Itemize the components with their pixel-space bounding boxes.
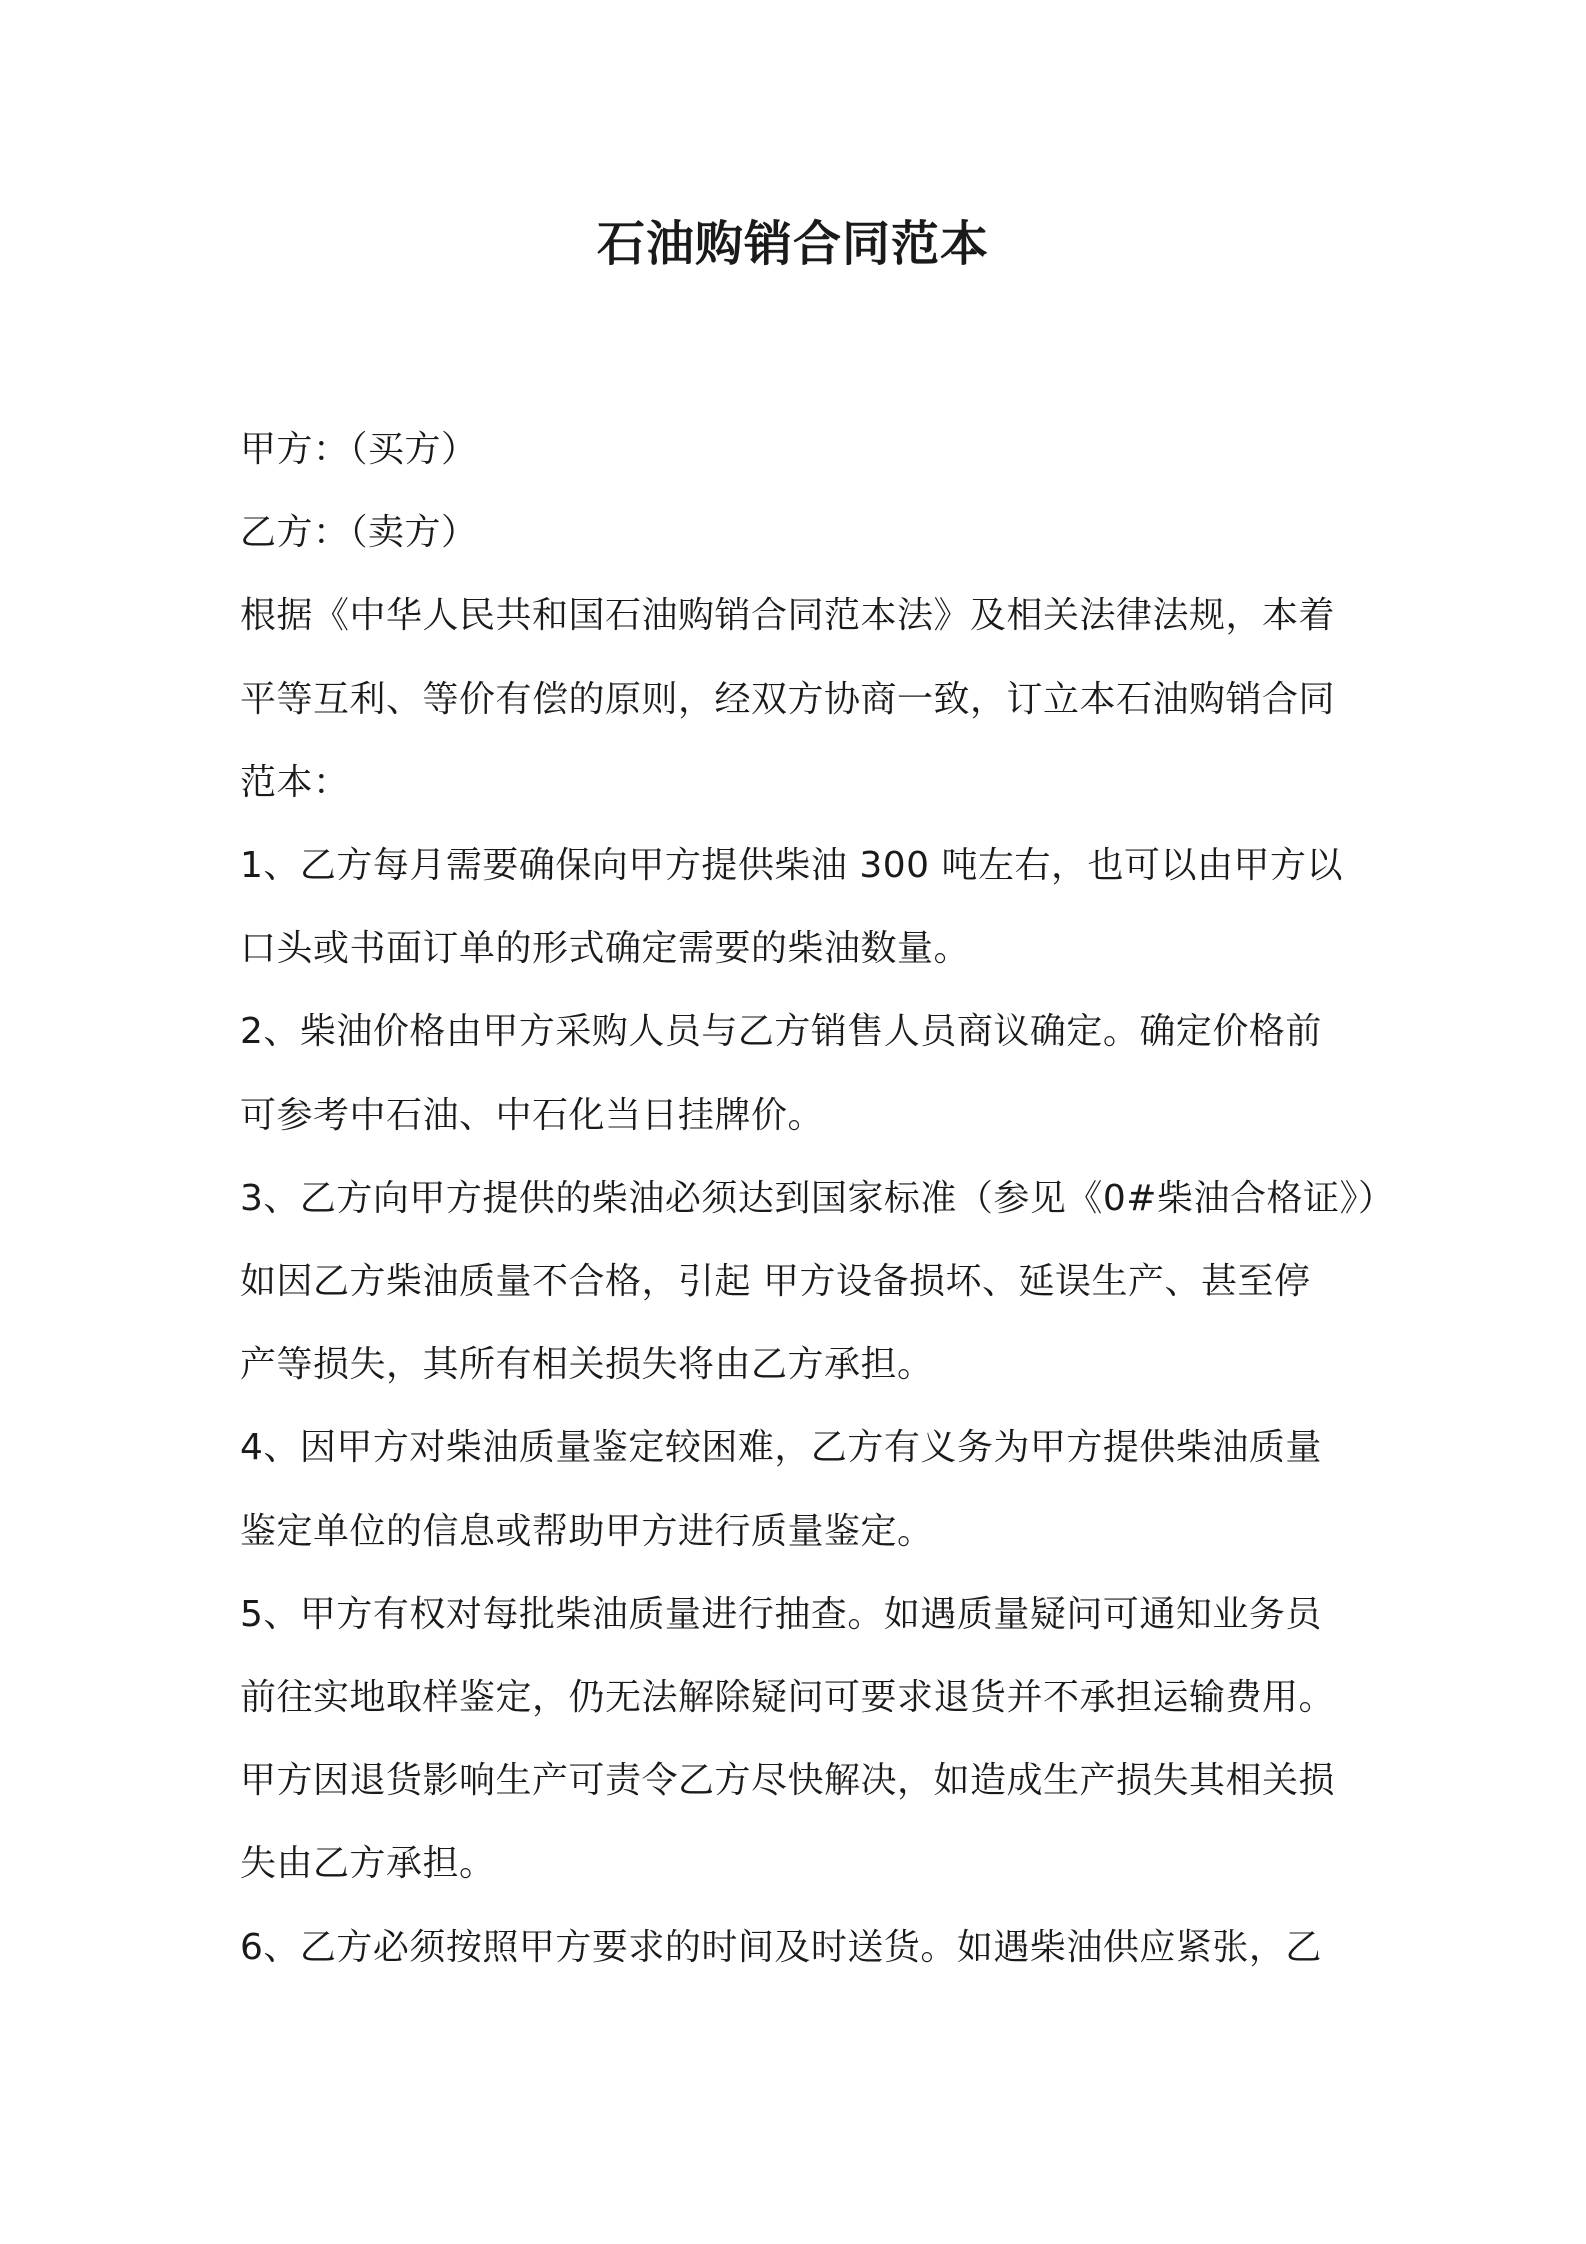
clause-5-line-3: 甲方因退货影响生产可责令乙方尽快解决，如造成生产损失其相关损: [240, 1760, 1336, 1802]
clause-4-line-2: 鉴定单位的信息或帮助甲方进行质量鉴定。: [240, 1510, 934, 1552]
clause-5-line-2: 前往实地取样鉴定，仍无法解除疑问可要求退货并不承担运输费用。: [240, 1677, 1336, 1719]
clause-2-line-1: 2、柴油价格由甲方采购人员与乙方销售人员商议确定。确定价格前: [240, 1011, 1322, 1053]
clause-3-line-1: 3、乙方向甲方提供的柴油必须达到国家标准（参见《0#柴油合格证》）: [240, 1177, 1395, 1219]
clause-2-line-2: 可参考中石油、中石化当日挂牌价。: [240, 1094, 825, 1136]
preamble-line-3: 范本：: [240, 761, 350, 803]
preamble-line-2: 平等互利、等价有偿的原则，经双方协商一致，订立本石油购销合同: [240, 678, 1336, 720]
document-body: [240, 408, 1395, 1989]
clause-5-line-1: 5、甲方有权对每批柴油质量进行抽查。如遇质量疑问可通知业务员: [240, 1593, 1322, 1635]
party-a-line: 甲方：（买方）: [240, 429, 478, 470]
clause-6-line-1: 6、乙方必须按照甲方要求的时间及时送货。如遇柴油供应紧张，乙: [240, 1926, 1322, 1968]
clause-5-line-4: 失由乙方承担。: [240, 1843, 496, 1885]
document-title: 石油购销合同范本: [596, 216, 989, 272]
clause-4-line-1: 4、因甲方对柴油质量鉴定较困难，乙方有义务为甲方提供柴油质量: [240, 1427, 1322, 1469]
party-b-line: 乙方：（卖方）: [240, 512, 478, 554]
clause-1-line-1: 1、乙方每月需要确保向甲方提供柴油 300 吨左右，也可以由甲方以: [240, 845, 1344, 887]
clause-1-line-2: 口头或书面订单的形式确定需要的柴油数量。: [240, 928, 971, 970]
clause-3-line-3: 产等损失，其所有相关损失将由乙方承担。: [240, 1344, 934, 1386]
preamble-line-1: 根据《中华人民共和国石油购销合同范本法》及相关法律法规，本着: [240, 595, 1336, 637]
clause-3-line-2: 如因乙方柴油质量不合格，引起 甲方设备损坏、延误生产、甚至停: [240, 1261, 1311, 1303]
